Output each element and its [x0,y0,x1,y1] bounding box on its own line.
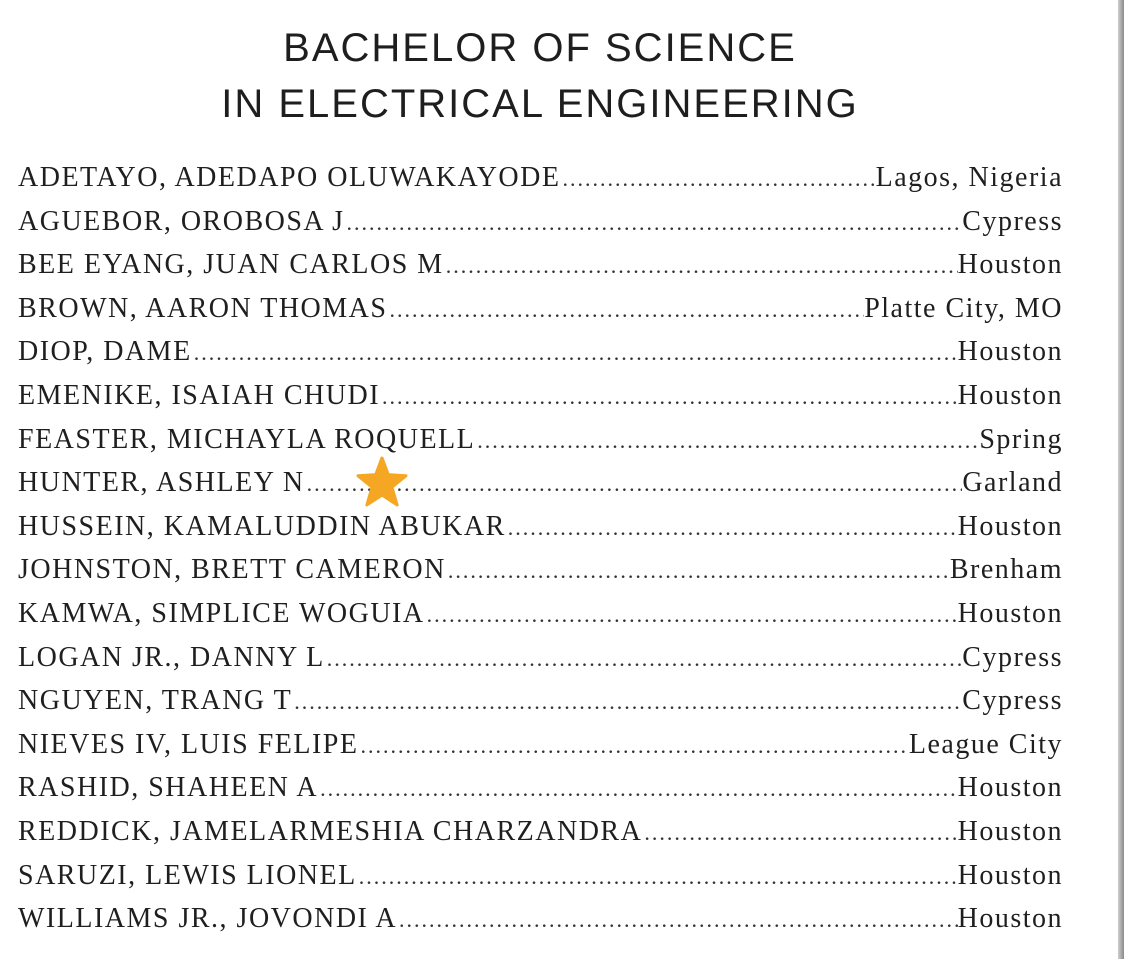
graduate-hometown: Cypress [962,641,1063,673]
graduate-name: JOHNSTON, BRETT CAMERON [18,554,446,586]
list-item [18,636,1063,680]
list-item [18,505,1063,549]
graduate-name: EMENIKE, ISAIAH CHUDI [18,379,381,411]
list-item [18,461,1063,505]
dot-leader [642,811,957,854]
list-item [18,200,1063,244]
list-item [18,810,1063,854]
dot-leader [380,375,958,418]
dot-leader [325,637,963,680]
list-item [18,766,1063,810]
graduate-name: NGUYEN, TRANG T [18,685,293,717]
graduate-name: WILLIAMS JR., JOVONDI A [18,903,398,935]
list-item [18,156,1063,200]
graduate-hometown: Houston [957,249,1063,281]
dot-leader [475,419,979,462]
graduate-name: BEE EYANG, JUAN CARLOS M [18,249,444,281]
list-item [18,679,1063,723]
graduate-name: DIOP, DAME [18,336,192,368]
graduate-name: SARUZI, LEWIS LIONEL [18,859,357,891]
graduate-name: FEASTER, MICHAYLA ROQUELL [18,423,476,455]
dot-leader [292,680,962,723]
graduate-list [18,156,1063,941]
graduate-name: KAMWA, SIMPLICE WOGUIA [18,597,425,629]
graduate-name: REDDICK, JAMELARMESHIA CHARZANDRA [18,815,643,847]
list-item [18,243,1063,287]
graduate-hometown: Cypress [962,685,1063,717]
dot-leader [446,549,950,592]
graduate-hometown: Platte City, MO [864,292,1063,324]
graduate-name: LOGAN JR., DANNY L [18,641,325,673]
graduate-name: ADETAYO, ADEDAPO OLUWAKAYODE [18,162,561,193]
dot-leader [318,767,958,810]
graduate-hometown: Lagos, Nigeria [875,162,1063,193]
graduate-name: HUNTER, ASHLEY N [18,467,305,499]
graduate-hometown: Spring [979,423,1063,455]
list-item [18,287,1063,331]
dot-leader [345,201,963,244]
list-item [18,418,1063,462]
dot-leader [358,724,908,767]
list-item [18,897,1063,941]
graduate-hometown: Houston [957,336,1063,368]
list-item [18,854,1063,898]
dot-leader [425,593,958,636]
graduate-name: NIEVES IV, LUIS FELIPE [18,728,359,760]
graduate-hometown: League City [908,728,1063,760]
graduate-name: HUSSEIN, KAMALUDDIN ABUKAR [18,510,506,542]
list-item [18,548,1063,592]
dot-leader [192,331,958,374]
graduate-hometown: Houston [957,597,1063,629]
graduate-name: RASHID, SHAHEEN A [18,772,319,804]
graduate-hometown: Houston [957,379,1063,411]
graduate-hometown: Houston [957,815,1063,847]
list-item [18,330,1063,374]
dot-leader [387,288,864,331]
graduate-name: BROWN, AARON THOMAS [18,292,388,324]
graduate-hometown: Cypress [962,205,1063,237]
graduate-hometown: Houston [957,859,1063,891]
list-item [18,723,1063,767]
list-item [18,374,1063,418]
graduate-hometown: Houston [957,903,1063,935]
graduate-hometown: Brenham [949,554,1063,586]
page-edge-divider [1118,0,1124,959]
list-item [18,592,1063,636]
program-title-line-2: IN ELECTRICAL ENGINEERING [221,82,859,126]
dot-leader [357,855,958,898]
dot-leader [560,157,875,200]
dot-leader [397,898,958,941]
graduate-hometown: Houston [957,772,1063,804]
star-icon [356,456,408,508]
graduate-name: AGUEBOR, OROBOSA J [18,205,345,237]
graduate-hometown: Garland [962,467,1063,499]
graduate-hometown: Houston [957,510,1063,542]
dot-leader [506,506,958,549]
dot-leader [444,244,958,287]
program-title-line-1: BACHELOR OF SCIENCE [283,26,797,70]
